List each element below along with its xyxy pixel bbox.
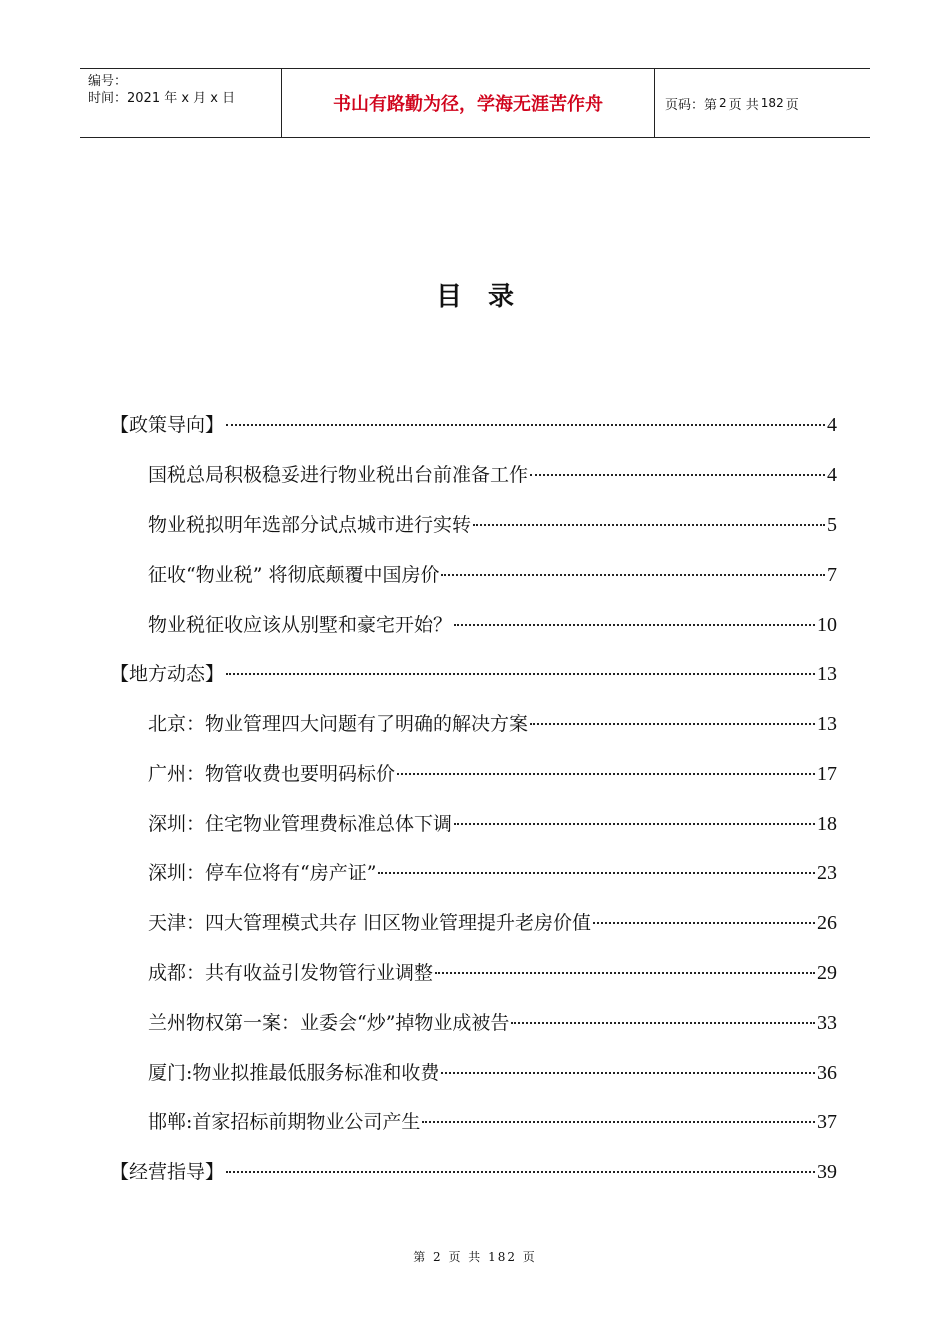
toc-entry-page: 17 bbox=[817, 763, 837, 785]
toc-leader-dots bbox=[397, 773, 815, 775]
header-page-mid: 页 共 bbox=[728, 97, 759, 113]
toc-entry-title: 物业税拟明年选部分试点城市进行实转 bbox=[148, 514, 472, 536]
toc-entry[interactable] bbox=[148, 1109, 837, 1135]
toc-leader-dots bbox=[530, 474, 825, 476]
toc-entry-title: 物业税征收应该从别墅和豪宅开始？ bbox=[148, 614, 453, 636]
toc-entry-title: 兰州物权第一案：业委会“炒”掉物业成被告 bbox=[148, 1012, 510, 1034]
toc-entry[interactable] bbox=[148, 860, 837, 886]
toc-entry-title: 【政策导向】 bbox=[110, 414, 225, 436]
toc-leader-dots bbox=[378, 872, 815, 874]
toc-entry[interactable] bbox=[148, 910, 837, 936]
toc-entry-title: 天津：四大管理模式共存 旧区物业管理提升老房价值 bbox=[148, 912, 592, 934]
toc-entry[interactable] bbox=[148, 462, 837, 488]
toc-entry[interactable] bbox=[148, 711, 837, 737]
header-motto: 书山有路勤为径，学海无涯苦作舟 bbox=[282, 69, 655, 137]
toc-entry-page: 18 bbox=[817, 813, 837, 835]
toc-entry[interactable] bbox=[148, 761, 837, 787]
header-page-total: 182 bbox=[760, 96, 784, 110]
toc-leader-dots bbox=[593, 922, 815, 924]
header-time-label: 时间：2021 年 x 月 x 日 bbox=[88, 91, 236, 106]
toc-entry-page: 33 bbox=[817, 1012, 837, 1034]
toc-leader-dots bbox=[473, 524, 825, 526]
toc-entry[interactable] bbox=[148, 811, 837, 837]
toc-leader-dots bbox=[226, 1171, 815, 1173]
toc-leader-dots bbox=[226, 673, 815, 675]
toc-entry-page: 4 bbox=[827, 414, 837, 436]
toc-entry-title: 深圳：停车位将有“房产证” bbox=[148, 862, 377, 884]
toc-leader-dots bbox=[226, 424, 825, 426]
toc-entry-title: 北京：物业管理四大问题有了明确的解决方案 bbox=[148, 713, 529, 735]
toc-entry[interactable] bbox=[110, 661, 837, 687]
toc-leader-dots bbox=[441, 574, 825, 576]
toc-entry-page: 7 bbox=[827, 564, 837, 586]
toc-leader-dots bbox=[422, 1121, 815, 1123]
toc-leader-dots bbox=[454, 624, 815, 626]
toc-entry-page: 26 bbox=[817, 912, 837, 934]
toc-entry-title: 国税总局积极稳妥进行物业税出台前准备工作 bbox=[148, 464, 529, 486]
toc-entry-page: 29 bbox=[817, 962, 837, 984]
toc-entry[interactable] bbox=[110, 1159, 837, 1185]
toc-entry-page: 36 bbox=[817, 1062, 837, 1084]
toc-entry-page: 4 bbox=[827, 464, 837, 486]
toc-leader-dots bbox=[435, 972, 815, 974]
toc-entry[interactable] bbox=[148, 1060, 837, 1086]
header-number-label: 编号： bbox=[88, 74, 128, 89]
header-page-prefix: 页码：第 bbox=[665, 97, 718, 113]
toc-entry[interactable] bbox=[148, 512, 837, 538]
toc-entry-title: 征收“物业税” 将彻底颠覆中国房价 bbox=[148, 564, 440, 586]
toc-leader-dots bbox=[454, 823, 815, 825]
toc-entry-page: 13 bbox=[817, 663, 837, 685]
toc-entry-title: 【地方动态】 bbox=[110, 663, 225, 685]
toc-entry-title: 邯郸:首家招标前期物业公司产生 bbox=[148, 1111, 421, 1133]
toc-entry[interactable] bbox=[148, 1010, 837, 1036]
toc-entry-title: 成都：共有收益引发物管行业调整 bbox=[148, 962, 434, 984]
toc-entry-page: 5 bbox=[827, 514, 837, 536]
toc-entry-page: 23 bbox=[817, 862, 837, 884]
header-meta bbox=[80, 69, 282, 137]
header-page-info bbox=[655, 69, 870, 137]
page-header bbox=[80, 68, 870, 138]
toc-entry[interactable] bbox=[148, 562, 837, 588]
toc-entry-page: 37 bbox=[817, 1111, 837, 1133]
toc-leader-dots bbox=[530, 723, 815, 725]
toc-entry-title: 深圳：住宅物业管理费标准总体下调 bbox=[148, 813, 453, 835]
toc-entry-title: 【经营指导】 bbox=[110, 1161, 225, 1183]
header-page-suffix: 页 bbox=[785, 97, 799, 113]
header-page-current: 2 bbox=[719, 96, 727, 110]
toc-entry-page: 13 bbox=[817, 713, 837, 735]
toc-entry-page: 10 bbox=[817, 614, 837, 636]
toc-entry-title: 厦门:物业拟推最低服务标准和收费 bbox=[148, 1062, 440, 1084]
toc-entry-page: 39 bbox=[817, 1161, 837, 1183]
toc-entry[interactable] bbox=[110, 412, 837, 438]
toc-entry-title: 广州：物管收费也要明码标价 bbox=[148, 763, 396, 785]
toc-entry[interactable] bbox=[148, 960, 837, 986]
page-title: 目录 bbox=[435, 282, 540, 312]
toc-leader-dots bbox=[441, 1072, 815, 1074]
page-footer: 第 2 页 共 182 页 bbox=[413, 1250, 537, 1264]
toc-entry[interactable] bbox=[148, 612, 837, 638]
toc-leader-dots bbox=[511, 1022, 815, 1024]
